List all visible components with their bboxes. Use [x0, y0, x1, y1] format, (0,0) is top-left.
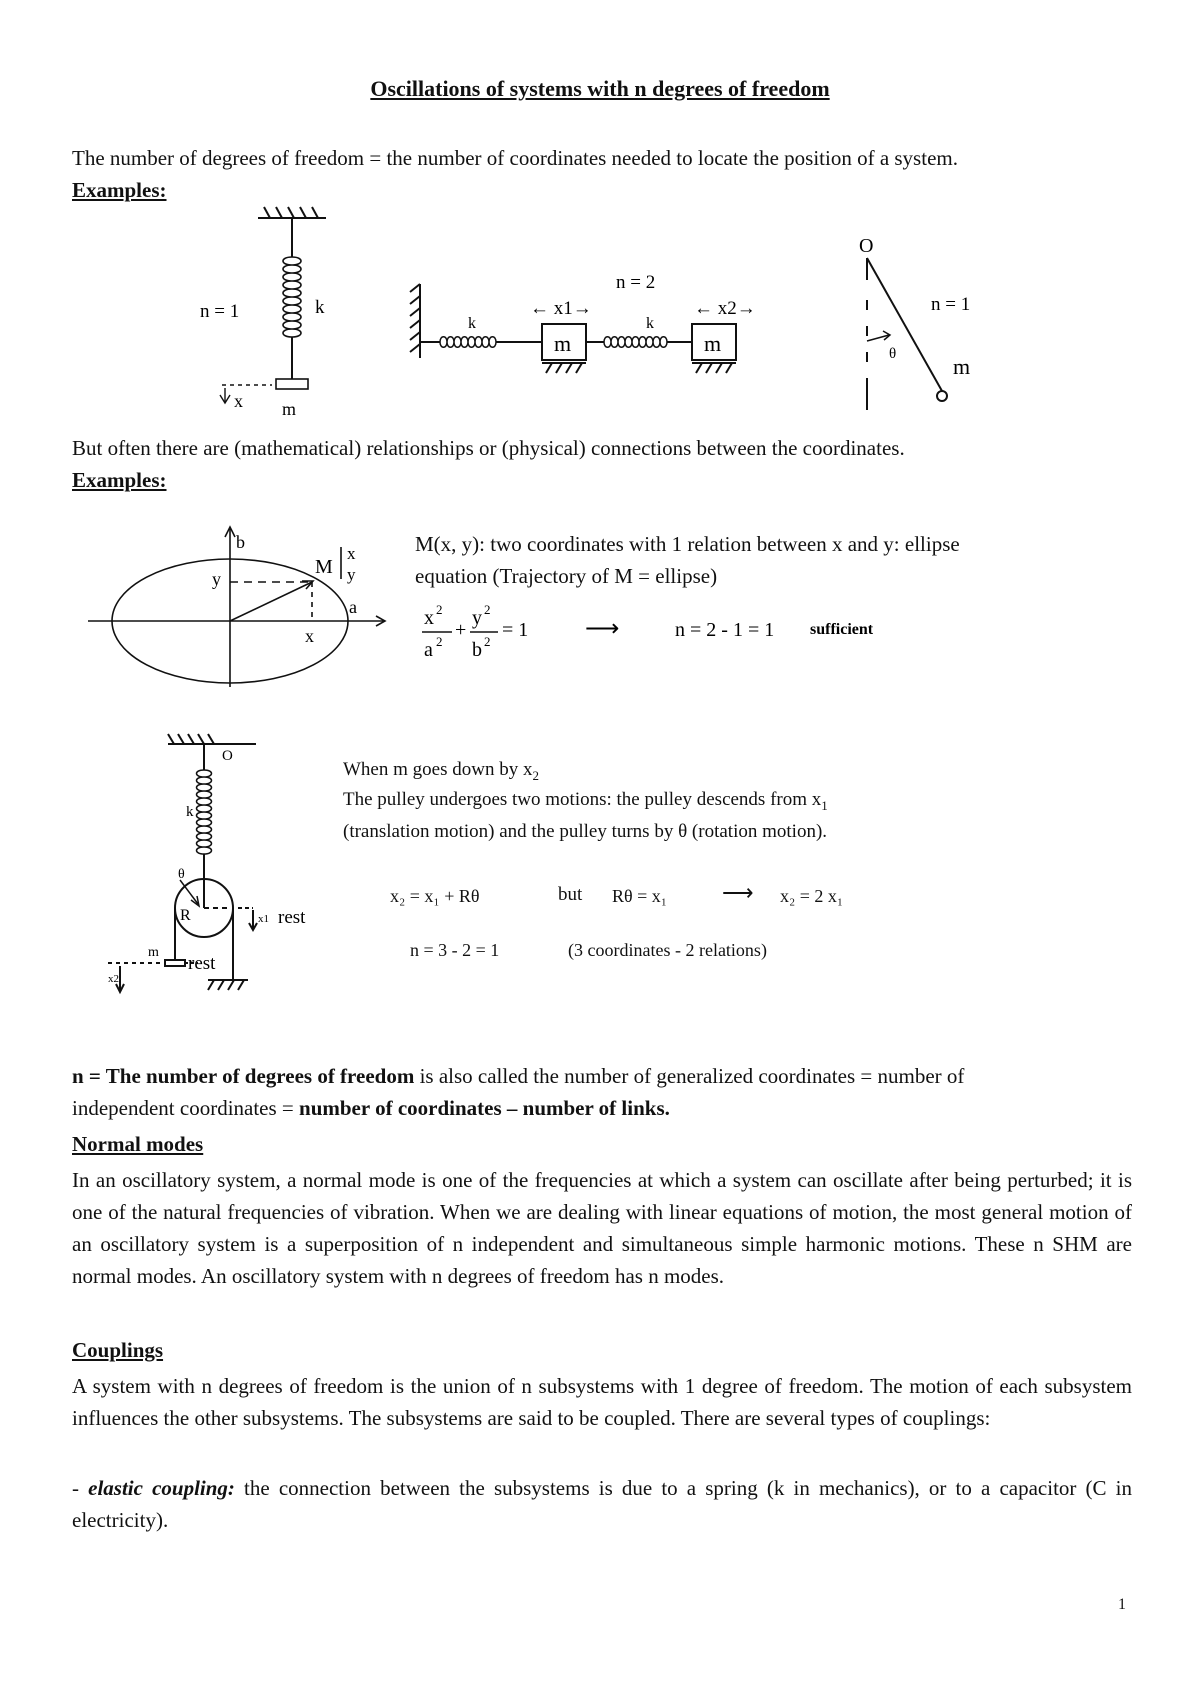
pulley-x2-label: x2	[108, 973, 119, 985]
elastic-coupling-text	[72, 1472, 1132, 1536]
figure-pulley	[108, 730, 358, 998]
pulley-text-1-sub: 2	[532, 767, 539, 783]
examples-heading: Examples:	[72, 178, 167, 202]
fig2-m1-label: m	[554, 331, 572, 356]
pulley-text-2	[343, 786, 828, 820]
ellipse-x-label: x	[305, 626, 314, 646]
fig1-n-label: n = 1	[200, 301, 240, 322]
ellipse-equation	[420, 600, 900, 662]
fig2-k1-label: k	[468, 315, 476, 332]
eq-plus: +	[455, 619, 467, 641]
eq-y-num: y	[472, 607, 482, 629]
degrees-bold-1: n = The number of degrees of freedom	[72, 1064, 415, 1088]
fig2-x1-label: ← x1→	[530, 298, 592, 319]
ellipse-m-label: M	[315, 556, 333, 578]
pulley-eq-3: x₂ = 2 x₁	[780, 886, 844, 906]
pulley-r-label: R	[180, 907, 191, 924]
page-title: Oscillations of systems with n degrees of freedom	[370, 76, 830, 101]
eq-b-den: b	[472, 639, 482, 661]
eq-sufficient: sufficient	[810, 621, 874, 638]
ellipse-a-label: a	[349, 597, 357, 617]
ellipse-text-1: M(x, y): two coordinates with 1 relation between x and y: ellipse	[415, 532, 960, 556]
pulley-text-2-sub: 1	[821, 797, 828, 813]
pulley-arrow: ⟶	[722, 880, 754, 905]
degrees-paragraph-line-1	[72, 1060, 1132, 1092]
page-number: 1	[1118, 1596, 1126, 1613]
pulley-text-1	[343, 756, 539, 790]
pulley-m-label: m	[148, 945, 159, 960]
pulley-text-3: (translation motion) and the pulley turns by θ (rotation motion).	[343, 821, 828, 842]
fig1-m-label: m	[282, 399, 297, 419]
ellipse-y-label: y	[212, 569, 221, 589]
pulley-o-label: O	[222, 748, 233, 764]
pulley-but: but	[558, 884, 583, 905]
eq-b-sup: 2	[484, 634, 491, 649]
eq-result: n = 2 - 1 = 1	[675, 619, 775, 641]
pulley-k-label: k	[186, 804, 194, 820]
fig1-x-label: x	[234, 391, 243, 411]
degrees-paragraph-line-2	[72, 1092, 670, 1124]
fig2-m2-label: m	[704, 331, 722, 356]
fig2-n-label: n = 2	[616, 272, 656, 293]
fig3-m-label: m	[953, 354, 971, 379]
elastic-term: elastic coupling:	[88, 1476, 235, 1500]
fig2-x2-label: ← x2→	[694, 298, 756, 319]
pulley-note: (3 coordinates - 2 relations)	[568, 940, 767, 960]
pulley-n-eq: n = 3 - 2 = 1	[410, 940, 500, 960]
normal-modes-text: In an oscillatory system, a normal mode is one of the frequencies at which a system can oscillate after being perturbed; it is one of the natural frequencies of vibration. When we are dealing with linear equations of motion, the most general motion of an oscillatory system is a superposition of n independent and simultaneous simple harmonic motions. These n SHM are normal modes. An oscillatory system with n degrees of freedom has n modes.	[72, 1168, 1132, 1288]
figure-pendulum	[855, 228, 1015, 413]
fig1-k-label: k	[315, 297, 325, 318]
eq-equals-one: = 1	[502, 619, 529, 641]
eq-a-den: a	[424, 639, 433, 661]
elastic-description: the connection between the subsystems is due to a spring (k in mechanics), or to a capacitor (C in electricity).	[72, 1476, 1132, 1532]
pulley-eq-1: x₂ = x₁ + Rθ	[390, 886, 480, 906]
degrees-text-1: is also called the number of generalized coordinates = number of	[414, 1064, 965, 1088]
fig2-k2-label: k	[646, 315, 654, 332]
degrees-text-2: independent coordinates =	[72, 1096, 300, 1120]
figure-two-masses	[408, 268, 768, 378]
fig3-n-label: n = 1	[931, 294, 971, 315]
definition-text: The number of degrees of freedom = the number of coordinates needed to locate the position of a system.	[72, 146, 958, 170]
fig3-theta-label: θ	[889, 346, 897, 362]
degrees-bold-2: number of coordinates – number of links.	[299, 1096, 670, 1120]
pulley-rest-2: rest	[188, 953, 216, 974]
relationships-text: But often there are (mathematical) relationships or (physical) connections between the coordinates.	[72, 436, 905, 460]
ellipse-b-label: b	[236, 532, 245, 552]
eq-a-sup: 2	[436, 634, 443, 649]
pulley-rest-1: rest	[278, 907, 306, 928]
normal-modes-heading: Normal modes	[72, 1132, 204, 1156]
eq-x-sup: 2	[436, 602, 443, 617]
ellipse-my-label: y	[347, 565, 356, 584]
pulley-x1-label: x1	[258, 913, 269, 925]
fig3-o-label: O	[859, 235, 874, 257]
couplings-text: A system with n degrees of freedom is the union of n subsystems with 1 degree of freedom. The motion of each subsystem influences the other subsystems. The subsystems are said to be coupled. There are several types of couplings:	[72, 1374, 1132, 1430]
couplings-heading: Couplings	[72, 1338, 164, 1362]
eq-x-num: x	[424, 607, 434, 629]
figure-ellipse	[88, 525, 398, 685]
pulley-theta-label: θ	[178, 867, 185, 882]
pulley-text-1-main: When m goes down by x	[343, 759, 533, 780]
pulley-text-2-main: The pulley undergoes two motions: the pulley descends from x	[343, 789, 822, 810]
figure-vertical-spring	[180, 205, 340, 419]
eq-arrow: ⟶	[585, 616, 620, 642]
elastic-dash: -	[72, 1476, 89, 1500]
pulley-eq-2: Rθ = x₁	[612, 886, 668, 906]
ellipse-mx-label: x	[347, 544, 356, 563]
ellipse-text-2: equation (Trajectory of M = ellipse)	[415, 564, 718, 588]
eq-y-sup: 2	[484, 602, 491, 617]
examples-heading-2: Examples:	[72, 468, 167, 492]
